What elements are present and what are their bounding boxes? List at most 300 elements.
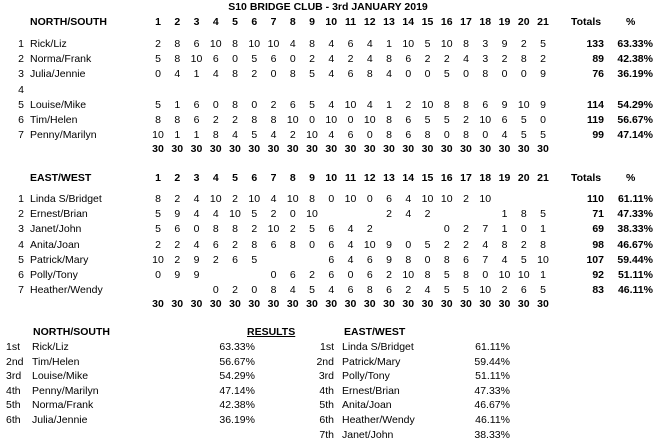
score-cell: 9 <box>174 269 181 281</box>
pair-number: 1 <box>18 193 24 205</box>
top-score: 30 <box>267 298 280 310</box>
score-cell: 10 <box>267 223 280 236</box>
score-cell: 4 <box>347 253 354 266</box>
top-score: 30 <box>229 298 241 310</box>
score-cell: 6 <box>347 284 354 297</box>
board-number: 10 <box>325 16 338 28</box>
results-ns-heading: NORTH/SOUTH <box>33 326 110 338</box>
score-cell: 6 <box>520 284 527 297</box>
score-cell: 10 <box>325 114 338 126</box>
score-cell: 5 <box>251 129 258 142</box>
top-score: 30 <box>498 143 511 155</box>
score-cell: 5 <box>309 284 315 297</box>
score-cell: 10 <box>267 38 280 50</box>
pair-name: Tim/Helen <box>30 114 78 126</box>
pair-number: 4 <box>18 238 24 251</box>
score-cell: 10 <box>248 193 261 205</box>
top-score: 30 <box>267 143 280 155</box>
score-cell: 9 <box>501 38 508 50</box>
pair-total: 99 <box>592 129 604 142</box>
board-number: 5 <box>232 16 238 28</box>
board-number: 10 <box>325 172 338 184</box>
score-cell: 2 <box>405 284 412 297</box>
score-cell: 10 <box>286 114 299 126</box>
pair-name: Linda S/Bridget <box>30 193 102 205</box>
board-number: 1 <box>155 16 161 28</box>
score-cell: 8 <box>251 114 258 126</box>
score-cell: 2 <box>174 193 181 205</box>
board-number: 7 <box>270 16 277 28</box>
score-cell: 5 <box>443 284 450 297</box>
pair-percent: 36.19% <box>617 68 653 81</box>
score-cell: 1 <box>386 38 392 50</box>
result-percent: 51.11% <box>475 370 510 383</box>
score-cell: 9 <box>386 238 392 251</box>
score-cell: 8 <box>443 253 450 266</box>
score-cell: 2 <box>174 238 181 251</box>
score-cell: 1 <box>540 223 546 236</box>
score-cell: 2 <box>520 238 527 251</box>
board-number: 13 <box>383 172 395 184</box>
board-number: 8 <box>289 172 296 184</box>
score-cell: 2 <box>520 38 527 50</box>
score-cell: 2 <box>386 269 392 281</box>
pair-total: 76 <box>592 68 604 81</box>
pair-percent: 47.33% <box>617 208 653 221</box>
score-cell: 0 <box>193 223 200 236</box>
score-cell: 2 <box>424 208 431 221</box>
score-cell: 3 <box>482 53 489 66</box>
score-cell: 0 <box>443 223 450 236</box>
score-cell: 7 <box>482 223 489 236</box>
pair-name: Janet/John <box>30 223 82 236</box>
score-cell: 6 <box>328 253 335 266</box>
top-score: 30 <box>517 143 530 155</box>
rank: 1st <box>319 341 334 353</box>
score-cell: 6 <box>270 238 277 251</box>
top-score: 30 <box>479 143 492 155</box>
score-cell: 4 <box>405 208 412 221</box>
score-cell: 2 <box>463 238 469 251</box>
score-cell: 6 <box>193 38 200 50</box>
score-cell: 9 <box>193 253 200 266</box>
result-name: Rick/Liz <box>32 341 69 353</box>
pair-total: 98 <box>592 238 604 251</box>
board-number: 9 <box>309 16 315 28</box>
score-cell: 2 <box>212 114 219 126</box>
score-cell: 0 <box>328 193 335 205</box>
page-title: S10 BRIDGE CLUB - 3rd JANUARY 2019 <box>228 1 428 13</box>
score-cell: 6 <box>386 284 392 297</box>
score-cell: 5 <box>251 208 258 221</box>
board-number: 15 <box>421 172 434 184</box>
score-cell: 2 <box>289 223 296 236</box>
result-percent: 54.29% <box>219 370 255 383</box>
board-number: 7 <box>270 172 277 184</box>
board-number: 3 <box>193 172 200 184</box>
score-cell: 8 <box>482 68 489 81</box>
score-cell: 0 <box>520 223 527 236</box>
board-number: 19 <box>498 16 511 28</box>
score-cell: 8 <box>289 68 296 81</box>
score-cell: 6 <box>328 238 335 251</box>
score-cell: 4 <box>482 238 489 251</box>
result-name: Heather/Wendy <box>342 414 415 426</box>
score-cell: 6 <box>501 114 508 126</box>
board-number: 4 <box>212 172 219 184</box>
score-cell: 6 <box>328 269 335 281</box>
pair-name: Norma/Frank <box>30 53 92 66</box>
score-cell: 4 <box>328 53 335 66</box>
pair-number: 2 <box>18 208 24 221</box>
pair-name: Rick/Liz <box>30 38 67 50</box>
pair-number: 1 <box>18 38 24 50</box>
board-number: 3 <box>193 16 200 28</box>
score-cell: 4 <box>193 238 200 251</box>
score-cell: 10 <box>248 38 261 50</box>
score-cell: 8 <box>443 98 450 111</box>
score-cell: 2 <box>463 193 469 205</box>
pair-percent: 56.67% <box>617 114 653 126</box>
score-cell: 4 <box>386 68 392 81</box>
rank: 4th <box>319 384 334 397</box>
result-name: Linda S/Bridget <box>342 341 414 353</box>
top-score: 30 <box>152 298 164 310</box>
score-cell: 8 <box>232 98 238 111</box>
pair-number: 6 <box>18 114 24 126</box>
score-cell: 4 <box>424 284 431 297</box>
board-number: 18 <box>479 16 492 28</box>
score-cell: 4 <box>289 38 296 50</box>
score-cell: 10 <box>440 193 453 205</box>
score-cell: 2 <box>270 98 277 111</box>
score-cell: 10 <box>344 193 357 205</box>
board-number: 6 <box>251 172 258 184</box>
rank: 2nd <box>6 355 24 368</box>
score-cell: 7 <box>482 253 489 266</box>
top-score: 30 <box>537 143 549 155</box>
score-cell: 10 <box>152 253 164 266</box>
top-score: 30 <box>306 298 318 310</box>
results-heading: RESULTS <box>247 326 296 338</box>
score-cell: 8 <box>463 38 469 50</box>
pair-percent: 47.14% <box>617 129 653 142</box>
score-cell: 8 <box>424 129 431 142</box>
score-cell: 0 <box>424 68 431 81</box>
score-cell: 5 <box>155 98 161 111</box>
board-number: 16 <box>440 172 453 184</box>
score-cell: 8 <box>289 238 296 251</box>
score-cell: 10 <box>229 208 241 221</box>
result-name: Anita/Joan <box>342 399 392 412</box>
score-cell: 1 <box>501 208 508 221</box>
board-number: 2 <box>174 16 181 28</box>
score-cell: 2 <box>155 38 161 50</box>
top-score: 30 <box>306 143 318 155</box>
score-cell: 2 <box>501 284 508 297</box>
score-cell: 6 <box>212 53 219 66</box>
score-cell: 2 <box>270 208 277 221</box>
score-cell: 6 <box>405 53 412 66</box>
score-cell: 6 <box>289 98 296 111</box>
pair-percent: 46.11% <box>617 284 653 297</box>
score-cell: 0 <box>405 238 412 251</box>
score-cell: 5 <box>309 68 315 81</box>
top-score: 30 <box>248 143 261 155</box>
score-cell: 6 <box>366 253 373 266</box>
score-cell: 5 <box>251 253 258 266</box>
score-cell: 5 <box>443 114 450 126</box>
score-cell: 0 <box>289 53 296 66</box>
score-cell: 8 <box>232 38 238 50</box>
score-cell: 5 <box>309 223 315 236</box>
score-cell: 0 <box>443 129 450 142</box>
pair-number: 3 <box>18 68 24 81</box>
top-score: 30 <box>248 298 261 310</box>
score-cell: 2 <box>540 53 546 66</box>
score-cell: 10 <box>402 269 415 281</box>
board-number: 2 <box>174 172 181 184</box>
top-score: 30 <box>498 298 511 310</box>
score-cell: 5 <box>540 208 546 221</box>
score-cell: 8 <box>174 38 181 50</box>
score-cell: 5 <box>540 284 546 297</box>
rank: 2nd <box>316 355 334 368</box>
top-score: 30 <box>383 143 395 155</box>
score-cell: 4 <box>347 223 354 236</box>
rank: 6th <box>319 414 334 426</box>
score-cell: 2 <box>232 193 238 205</box>
score-cell: 2 <box>212 253 219 266</box>
top-score: 30 <box>190 298 203 310</box>
score-cell: 9 <box>193 269 200 281</box>
top-score: 30 <box>421 143 434 155</box>
score-cell: 4 <box>270 129 277 142</box>
score-cell: 10 <box>479 284 492 297</box>
score-cell: 9 <box>386 253 392 266</box>
pair-name: Polly/Tony <box>30 269 78 281</box>
score-cell: 8 <box>520 53 527 66</box>
score-cell: 2 <box>366 223 373 236</box>
top-score: 30 <box>171 143 184 155</box>
score-cell: 1 <box>501 223 508 236</box>
score-cell: 4 <box>328 38 335 50</box>
board-number: 8 <box>289 16 296 28</box>
score-cell: 5 <box>540 129 546 142</box>
score-cell: 6 <box>347 38 354 50</box>
top-score: 30 <box>421 298 434 310</box>
score-cell: 0 <box>289 208 296 221</box>
pair-name: Julia/Jennie <box>30 68 86 81</box>
score-cell: 5 <box>540 38 546 50</box>
score-cell: 6 <box>174 223 181 236</box>
pair-total: 107 <box>586 253 604 266</box>
board-number: 17 <box>460 16 472 28</box>
result-percent: 47.14% <box>219 384 255 397</box>
pair-percent: 63.33% <box>617 38 653 50</box>
score-cell: 0 <box>366 193 373 205</box>
score-cell: 4 <box>289 284 296 297</box>
pair-name: Heather/Wendy <box>30 284 103 297</box>
score-cell: 6 <box>232 253 238 266</box>
score-cell: 2 <box>251 68 258 81</box>
score-cell: 2 <box>347 53 354 66</box>
top-score: 30 <box>517 298 530 310</box>
score-cell: 0 <box>347 269 354 281</box>
totals-header: Totals <box>571 172 602 184</box>
pair-percent: 46.67% <box>617 238 653 251</box>
top-score: 30 <box>325 298 338 310</box>
results-ew-heading: EAST/WEST <box>344 326 406 338</box>
score-cell: 4 <box>501 129 508 142</box>
score-cell: 10 <box>537 253 549 266</box>
score-cell: 6 <box>289 269 296 281</box>
pair-total: 92 <box>592 269 604 281</box>
score-cell: 2 <box>232 284 238 297</box>
score-cell: 2 <box>309 53 315 66</box>
board-number: 18 <box>479 172 492 184</box>
score-cell: 8 <box>424 269 431 281</box>
score-cell: 5 <box>424 114 431 126</box>
score-cell: 5 <box>520 253 527 266</box>
score-cell: 5 <box>520 114 527 126</box>
score-cell: 5 <box>443 269 450 281</box>
board-number: 15 <box>421 16 434 28</box>
board-number: 5 <box>232 172 238 184</box>
top-score: 30 <box>171 298 184 310</box>
score-cell: 5 <box>520 129 527 142</box>
score-cell: 8 <box>501 238 508 251</box>
score-cell: 4 <box>193 208 200 221</box>
pair-total: 133 <box>586 38 604 50</box>
pair-total: 71 <box>592 208 604 221</box>
pair-total: 114 <box>587 98 604 111</box>
pair-number: 5 <box>18 253 24 266</box>
score-cell: 6 <box>347 129 354 142</box>
pair-percent: 42.38% <box>617 53 653 66</box>
score-cell: 1 <box>193 129 200 142</box>
score-cell: 5 <box>251 53 258 66</box>
score-cell: 10 <box>402 38 415 50</box>
board-number: 16 <box>440 16 453 28</box>
score-cell: 8 <box>155 193 161 205</box>
score-cell: 8 <box>270 114 277 126</box>
score-cell: 4 <box>501 253 508 266</box>
ew-heading: EAST/WEST <box>30 172 92 184</box>
board-number: 9 <box>309 172 315 184</box>
board-number: 12 <box>363 16 376 28</box>
result-percent: 46.67% <box>474 399 510 412</box>
top-score: 30 <box>383 298 395 310</box>
board-number: 14 <box>402 16 415 28</box>
score-cell: 4 <box>212 68 219 81</box>
result-percent: 56.67% <box>219 355 255 368</box>
score-cell: 4 <box>174 68 181 81</box>
score-cell: 5 <box>309 98 315 111</box>
score-cell: 8 <box>540 238 546 251</box>
score-cell: 6 <box>386 193 392 205</box>
top-score: 30 <box>344 143 357 155</box>
result-percent: 59.44% <box>474 355 510 368</box>
score-cell: 4 <box>463 53 469 66</box>
result-name: Norma/Frank <box>32 399 94 412</box>
score-cell: 8 <box>386 114 392 126</box>
score-cell: 6 <box>212 238 219 251</box>
score-cell: 10 <box>517 269 530 281</box>
rank: 7th <box>319 428 334 441</box>
result-name: Louise/Mike <box>32 370 89 383</box>
score-cell: 5 <box>424 38 431 50</box>
score-cell: 5 <box>463 284 469 297</box>
pair-percent: 38.33% <box>617 223 653 236</box>
pair-name: Louise/Mike <box>30 98 87 111</box>
score-cell: 8 <box>463 269 469 281</box>
score-cell: 4 <box>212 208 219 221</box>
pair-percent: 54.29% <box>617 98 653 111</box>
score-cell: 5 <box>155 223 161 236</box>
score-cell: 10 <box>209 193 222 205</box>
top-score: 30 <box>440 298 453 310</box>
score-cell: 0 <box>270 68 277 81</box>
pair-number: 6 <box>18 269 24 281</box>
board-number: 13 <box>383 16 395 28</box>
score-cell: 10 <box>498 269 511 281</box>
score-cell: 10 <box>421 98 434 111</box>
top-score: 30 <box>286 298 299 310</box>
score-cell: 2 <box>232 238 238 251</box>
pair-number: 5 <box>18 98 24 111</box>
score-cell: 2 <box>443 238 450 251</box>
score-cell: 8 <box>155 114 161 126</box>
score-cell: 4 <box>366 38 373 50</box>
pair-total: 89 <box>592 53 604 66</box>
top-score: 30 <box>363 298 376 310</box>
result-percent: 47.33% <box>474 384 510 397</box>
board-number: 11 <box>344 16 357 28</box>
score-cell: 2 <box>289 129 296 142</box>
score-cell: 1 <box>174 98 181 111</box>
result-name: Julia/Jennie <box>32 414 88 426</box>
rank: 4th <box>6 384 21 397</box>
result-name: Tim/Helen <box>32 355 80 368</box>
pair-name: Ernest/Brian <box>30 208 88 221</box>
score-cell: 8 <box>520 208 527 221</box>
pair-total: 69 <box>592 223 604 236</box>
score-cell: 8 <box>309 193 315 205</box>
top-score: 30 <box>440 143 453 155</box>
score-cell: 2 <box>251 223 258 236</box>
top-score: 30 <box>152 143 164 155</box>
score-cell: 6 <box>463 253 469 266</box>
top-score: 30 <box>363 143 376 155</box>
score-cell: 9 <box>540 98 546 111</box>
score-cell: 8 <box>270 284 277 297</box>
rank: 3rd <box>318 370 334 383</box>
score-cell: 0 <box>270 269 277 281</box>
score-cell: 6 <box>347 68 354 81</box>
score-cell: 1 <box>540 269 546 281</box>
board-number: 14 <box>402 172 415 184</box>
score-cell: 6 <box>328 223 335 236</box>
score-cell: 6 <box>405 129 412 142</box>
score-cell: 4 <box>328 98 335 111</box>
score-cell: 0 <box>366 129 373 142</box>
pair-name: Penny/Marilyn <box>30 129 97 142</box>
top-score: 30 <box>402 298 415 310</box>
score-cell: 2 <box>174 253 181 266</box>
board-number: 20 <box>517 172 530 184</box>
score-cell: 9 <box>540 68 546 81</box>
